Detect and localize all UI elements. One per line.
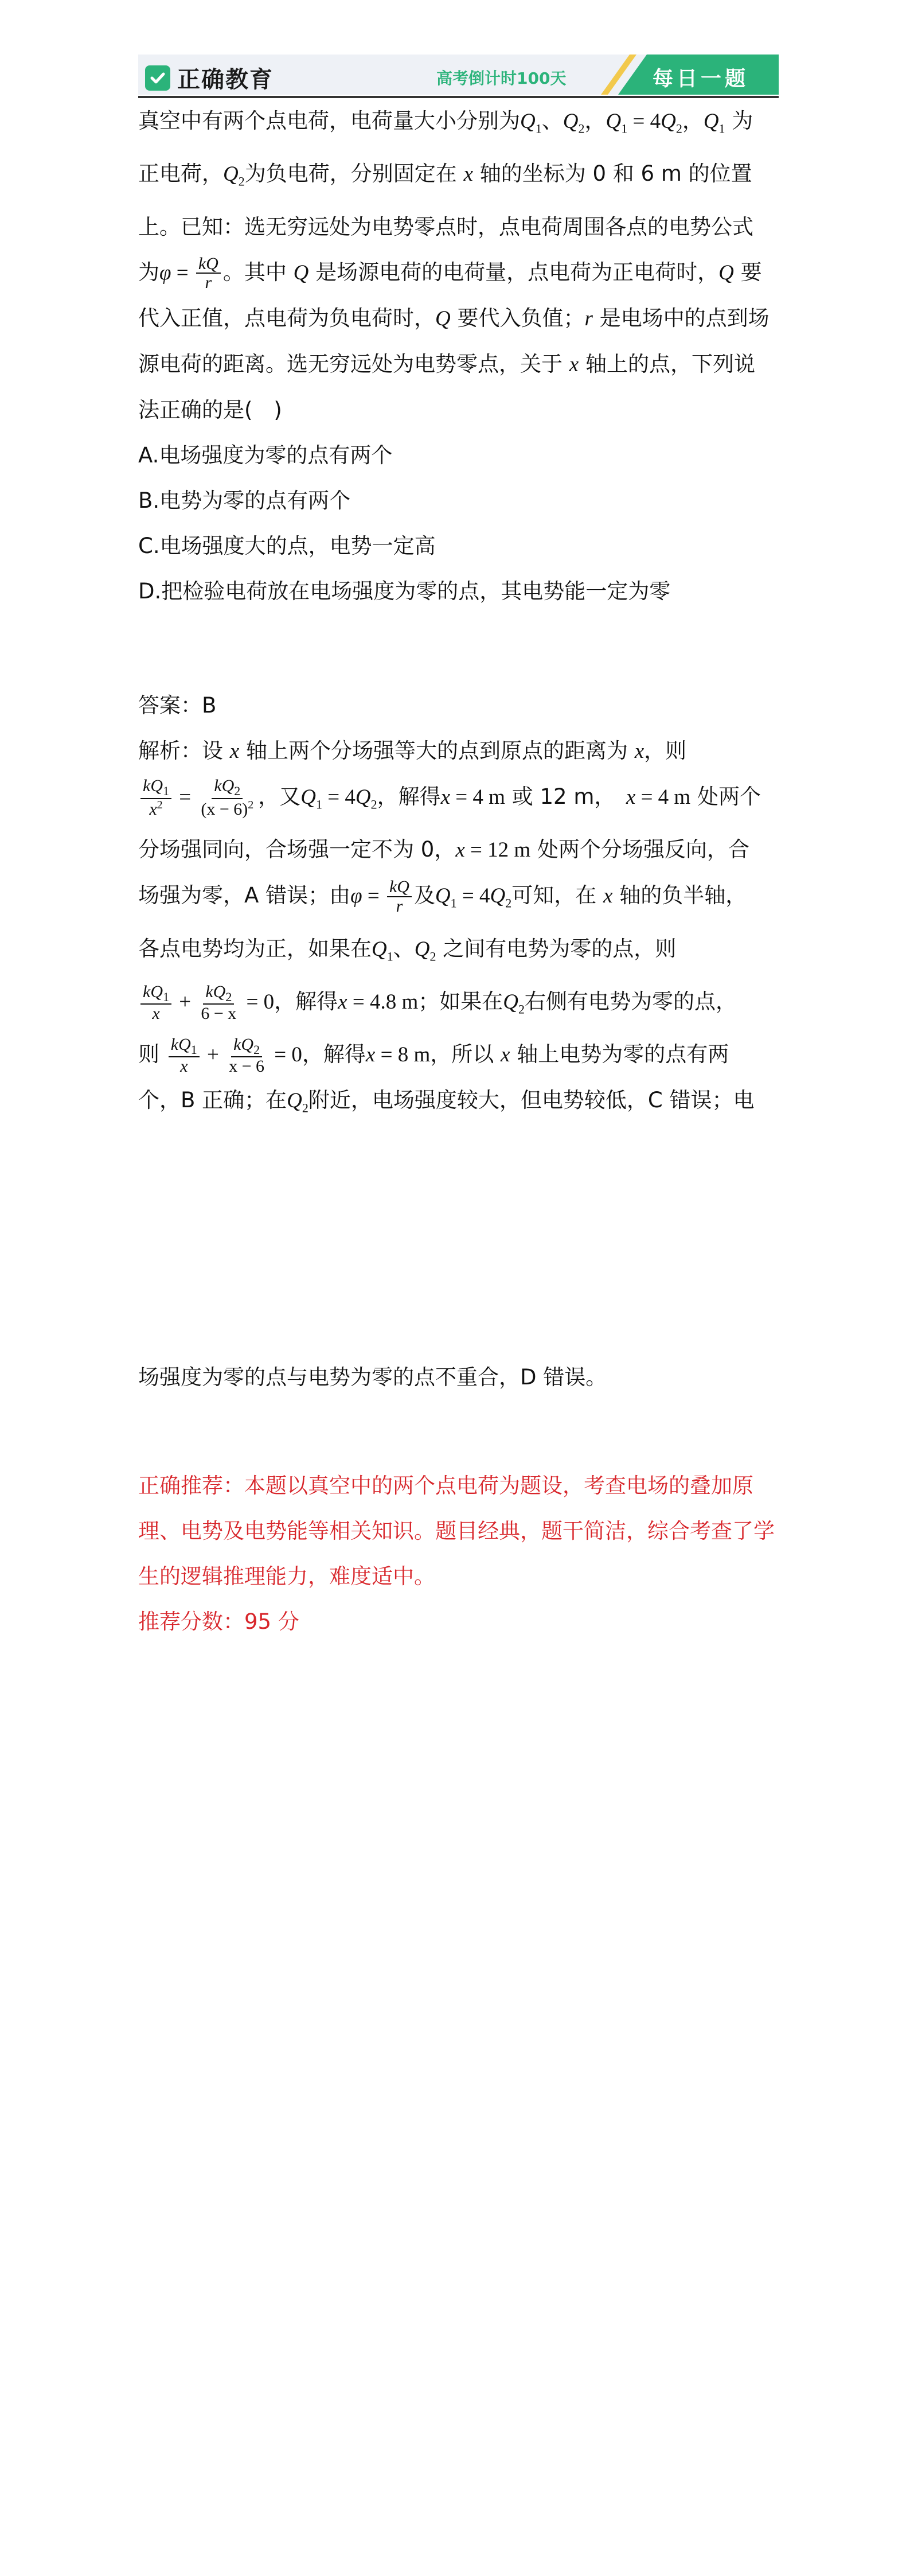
option-d: D.把检验电荷放在电场强度为零的点，其电势能一定为零 [138, 578, 671, 604]
analysis-line-9: 场强度为零的点与电势为零的点不重合，D 错误。 [138, 1364, 607, 1390]
fraction-kq-r: $\frac{kQ}{r}$ [196, 255, 221, 292]
daily-title: 每日一题 [653, 67, 749, 91]
analysis-line-7: 则 $\frac{kQ_1}{x}$ + $\frac{kQ_2}{x - 6}$ = 0，解得x = 8 m，所以 x 轴上电势为零的点有两 [138, 1035, 729, 1076]
fraction-kq2-6mx: $\frac{kQ_2}{6 - x}$ [201, 982, 237, 1023]
brand-name: 正确教育 [177, 67, 274, 93]
question-line-6: 源电荷的距离。选无穷远处为电势零点，关于 x 轴上的点，下列说 [138, 351, 755, 376]
recommend-text: 正确推荐：本题以真空中的两个点电荷为题设，考查电场的叠加原理、电势及电势能等相关知识。题目经典，题干简洁，综合考查了学生的逻辑推理能力，难度适中。 [138, 1473, 775, 1589]
option-b: B.电势为零的点有两个 [138, 488, 351, 513]
question-line-3: 上。已知：选无穷远处为电势零点时，点电荷周围各点的电势公式 [138, 214, 753, 239]
fraction-kq2-xm6: $\frac{kQ_2}{(x - 6)^2}$ [201, 776, 254, 819]
analysis-line-6: $\frac{kQ_1}{x}$ + $\frac{kQ_2}{6 - x}$ = 0，解得x = 4.8 m；如果在$Q_2$右侧有电势为零的点， [138, 979, 779, 1032]
question-line-5: 代入正值，点电荷为负电荷时，Q 要代入负值；r 是电场中的点到场 [138, 305, 770, 330]
option-c: C.电场强度大的点，电势一定高 [138, 533, 436, 558]
analysis-line-4: 场强为零，A 错误；由φ = $\frac{kQ}{r}$ 及$Q_1 = 4Q_2$可知，在 x 轴的负半轴， [138, 877, 747, 916]
analysis-line-1: 解析：设 x 轴上两个分场强等大的点到原点的距离为 x，则 [138, 738, 687, 763]
recommendation [138, 1463, 779, 1644]
fraction-kq2-xm6-2: $\frac{kQ_2}{x - 6}$ [229, 1035, 265, 1076]
check-icon [145, 65, 170, 91]
recommend-score: 推荐分数：95 分 [138, 1609, 299, 1634]
content [138, 98, 779, 1644]
header-bar [138, 55, 779, 95]
fraction-kq1-x-2: $\frac{kQ_1}{x}$ [169, 1036, 200, 1076]
answer-section [138, 683, 779, 1131]
analysis-line-3: 分场强同向，合场强一定不为 0，x = 12 m 处两个分场强反向，合 [138, 837, 749, 862]
option-a: A.电场强度为零的点有两个 [138, 442, 393, 468]
analysis-line-8: 个，B 正确；在$Q_2$附近，电场强度较大，但电势较低，C 错误；电 [138, 1088, 755, 1115]
answer-label: 答案：B [138, 692, 217, 718]
question-line-4: 为φ = $\frac{kQ}{r}$ 。其中 Q 是场源电荷的电荷量，点电荷为正电荷时，Q 要 [138, 254, 762, 293]
question [138, 98, 779, 614]
question-line-2: 正电荷，$Q_2$为负电荷，分别固定在 x 轴的坐标为 0 和 6 m 的位置 [138, 161, 752, 189]
question-line-7: 法正确的是( ) [138, 397, 282, 422]
document-page [138, 55, 779, 1644]
question-line-1: 真空中有两个点电荷，电荷量大小分别为$Q_1$、$Q_2$，$Q_1 = 4Q_2$，$Q_1$ 为 [138, 108, 753, 136]
analysis-line-5: 各点电势均为正，如果在$Q_1$、$Q_2$ 之间有电势为零的点，则 [138, 936, 677, 963]
analysis-line-2: $\frac{kQ_1}{x^2}$ = $\frac{kQ_2}{(x - 6)^2}$ ，又$Q_1 = 4Q_2$，解得x = 4 m 或 12 m， x = 4 m 处两个 [138, 774, 779, 827]
countdown-label: 高考倒计时100天 [436, 69, 567, 88]
fraction-kq1-x: $\frac{kQ_1}{x}$ [140, 983, 171, 1023]
fraction-kq1-x2: $\frac{kQ_1}{x^2}$ [140, 777, 171, 818]
fraction-kq-r-2: $\frac{kQ}{r}$ [387, 878, 412, 915]
daily-banner [589, 55, 779, 95]
brand-logo [145, 61, 274, 94]
